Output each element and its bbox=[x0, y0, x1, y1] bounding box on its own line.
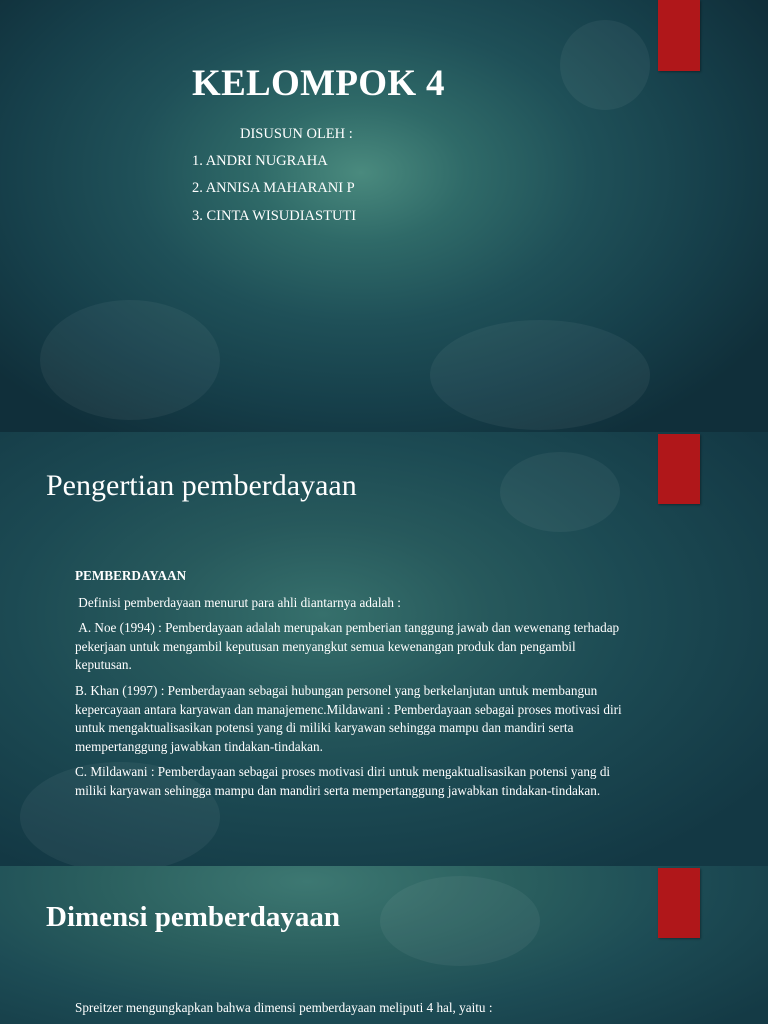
slide-1 bbox=[0, 0, 768, 432]
body-paragraph: C. Mildawani : Pemberdayaan sebagai proses motivasi diri untuk mengaktualisasikan potensi yang di miliki karyawan sehingga mampu dan mandiri serta mempertanggung jawabkan tindakan-tindakan. bbox=[75, 764, 611, 798]
red-accent-bar bbox=[658, 0, 700, 71]
body-paragraph: A. Noe (1994) : Pemberdayaan adalah merupakan pemberian tanggung jawab dan wewenang terhadap pekerjaan untuk mengambil keputusan menyangkut semua kewenangan produk dan pengambil keputusan. bbox=[75, 620, 623, 673]
body-heading: PEMBERDAYAAN bbox=[75, 568, 187, 583]
slide-title: Pengertian pemberdayaan bbox=[46, 469, 357, 502]
slide-title: Dimensi pemberdayaan bbox=[46, 901, 341, 933]
slide-3 bbox=[0, 866, 768, 1024]
slide-title: KELOMPOK 4 bbox=[192, 63, 445, 104]
slide-2 bbox=[0, 432, 768, 866]
red-accent-bar bbox=[658, 868, 700, 938]
body-paragraph: B. Khan (1997) : Pemberdayaan sebagai hubungan personel yang berkelanjutan untuk membangun kepercayaan antara karyawan dan manajemenc.Mildawani : Pemberdayaan sebagai proses motivasi diri untuk mengaktualisasikan potensi yang di miliki karyawan sehingga mampu dan mandiri serta mempertanggung jawabkan tindakan-tindakan. bbox=[75, 682, 622, 754]
author-list-item: 3. CINTA WISUDIASTUTI bbox=[192, 208, 357, 224]
author-list-item: 2. ANNISA MAHARANI P bbox=[192, 180, 355, 196]
body-paragraph: Definisi pemberdayaan menurut para ahli diantarnya adalah : bbox=[75, 594, 401, 610]
author-list-item: 1. ANDRI NUGRAHA bbox=[192, 153, 328, 169]
author-heading: DISUSUN OLEH : bbox=[240, 126, 353, 142]
slide-body bbox=[75, 567, 635, 808]
body-paragraph: Spreitzer mengungkapkan bahwa dimensi pemberdayaan meliputi 4 hal, yaitu : bbox=[75, 1000, 493, 1015]
red-accent-bar bbox=[658, 434, 700, 504]
